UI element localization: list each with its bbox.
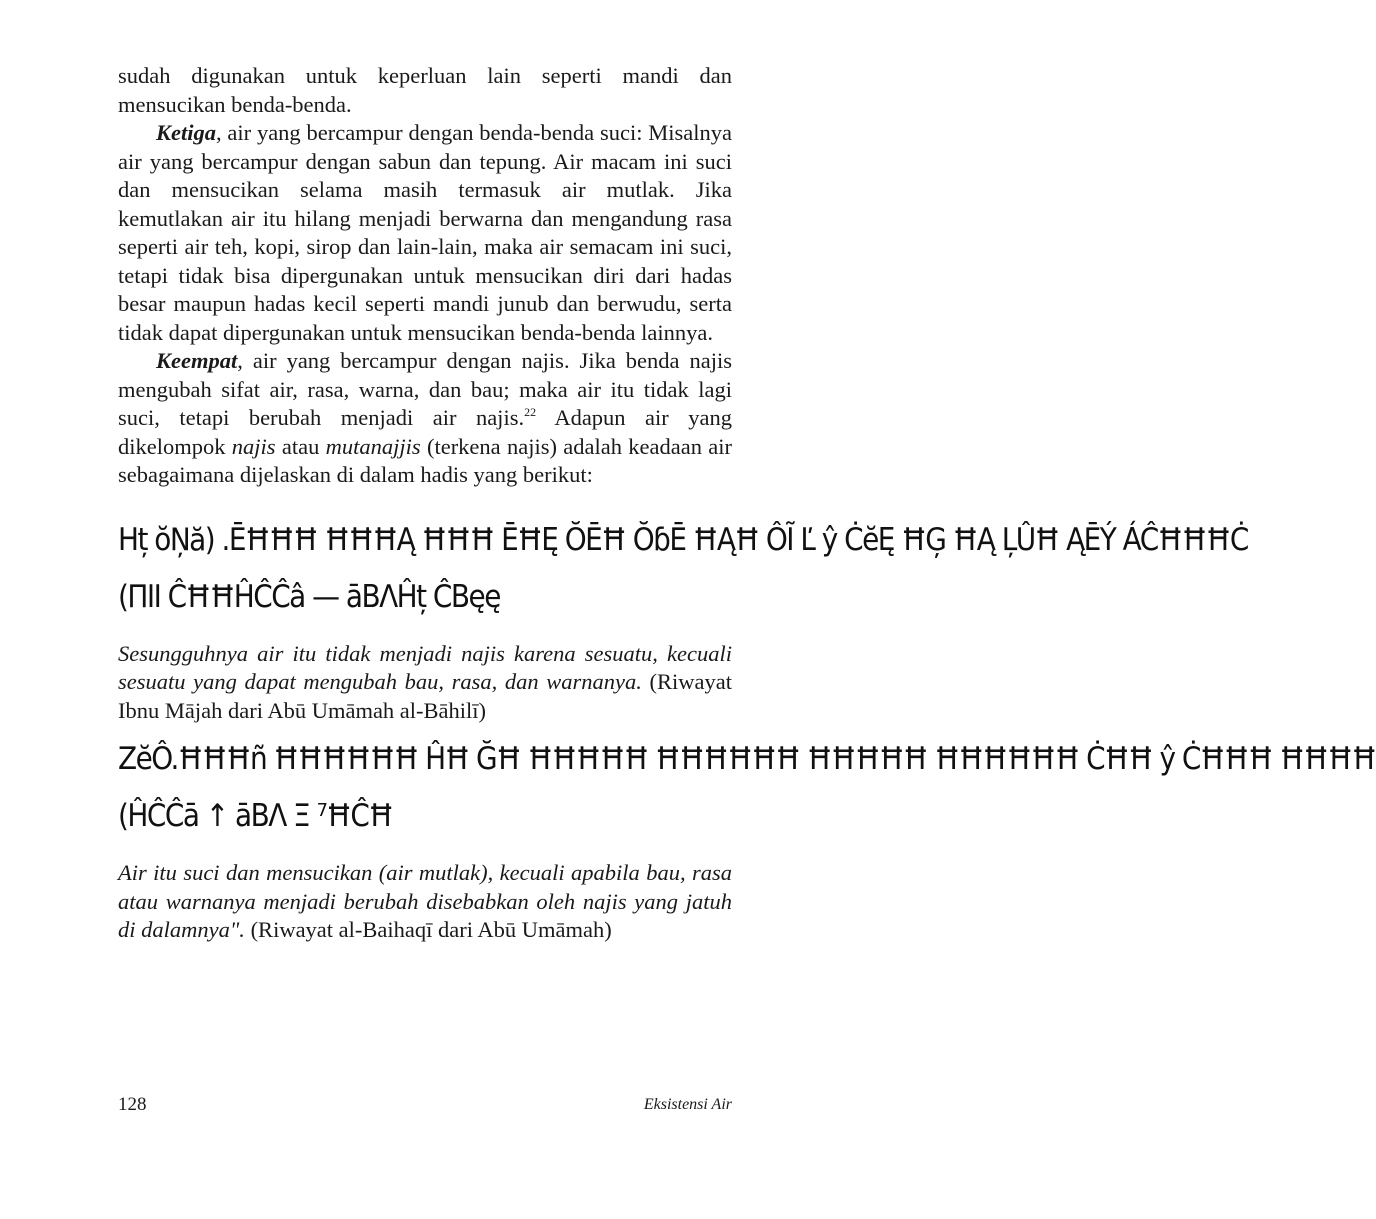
running-title: Eksistensi Air — [643, 1096, 732, 1113]
hadith-1-source: (Riwayat Ibnu Mājah dari Abū Umāmah al-Bāhilī) — [118, 669, 732, 723]
term-najis: najis — [231, 433, 276, 459]
paragraph-keempat — [118, 347, 732, 490]
paragraph-lead-keempat: Keempat — [156, 348, 238, 373]
paragraph-text-ketiga: , air yang bercampur dengan benda-benda suci: Misalnya air yang bercampur dengan sabun dan tepung. Air macam ini suci dan mensucikan selama masih termasuk air mutlak. Jika kemutlakan air itu hilang menjadi berwarna dan mengandung rasa seperti air teh, kopi, sirop dan lain-lain, maka air semacam ini suci, tetapi tidak bisa dipergunakan untuk mensucikan diri dari hadas besar maupun hadas kecil seperti mandi junub dan berwudu, serta tidak dapat dipergunakan untuk mensucikan benda-benda lainnya. — [118, 120, 732, 345]
hadith-1-arabic-line-2: (ΠΙΙ ĈĦĦĤĈĈâ — āBΛĤț ĈBęę — [118, 578, 500, 615]
term-mutanajjis: mutanajjis — [325, 433, 421, 459]
paragraph-text-keempat-c: atau — [275, 433, 326, 459]
page-number: 128 — [118, 1094, 147, 1115]
hadith-2-arabic-line-2: (ĤĈĈā ↑ āBΛ Ξ ⁷ĦĈĦ — [118, 798, 393, 834]
paragraph-ketiga — [118, 119, 732, 347]
hadith-1-arabic-line-1: Hț ŏŅă) .ĒĦĦĦ ĦĦĦĄ ĦĦĦ ĒĦĘ ŎĒĦ ŎɓĒ ĦĄĦ ÔĨ Ľ ŷ ĊĕĘ ĦĢ ĦĄ ĻÛĦ ĄĒÝ ÁĈĦĦĦĊ — [118, 521, 1248, 558]
hadith-2-arabic-line-1: ZĕÔ.ĦĦĦñ ĦĦĦĦĦĦ ĤĦ ĞĦ ĦĦĦĦĦ ĦĦĦĦĦĦ ĦĦĦĦĦ ĦĦĦĦĦĦ ĊĦĦ ŷ ĊĦĦĦ ĦĦĦĦ — [118, 741, 1376, 777]
hadith-2-arabic — [118, 731, 1376, 845]
paragraph-text-keempat-b: Adapun air yang dikelompok — [118, 405, 732, 459]
hadith-1-arabic — [118, 512, 1248, 626]
hadith-2-translation — [118, 859, 732, 945]
page-content — [118, 62, 1376, 945]
hadith-2-source: (Riwayat al-Baihaqī dari Abū Umāmah) — [244, 917, 612, 942]
paragraph-text-keempat-d: (terkena najis) adalah keadaan air sebagaimana dijelaskan di dalam hadis yang berikut: — [118, 433, 732, 487]
paragraph-lead-ketiga: Ketiga — [156, 120, 216, 145]
paragraph-text-keempat-a: , air yang bercampur dengan najis. Jika benda najis mengubah sifat air, rasa, warna, dan bau; maka air itu tidak lagi suci, tetapi berubah menjadi air najis. — [118, 348, 732, 430]
hadith-2-translation-text: Air itu suci dan mensucikan (air mutlak), kecuali apabila bau, rasa atau warnanya menjadi berubah disebabkan oleh najis yang jatuh di dalamnya". — [118, 860, 732, 942]
hadith-1-translation-text: Sesungguhnya air itu tidak menjadi najis karena sesuatu, kecuali sesuatu yang dapat mengubah bau, rasa, dan warnanya. — [118, 640, 732, 694]
footnote-marker[interactable]: 22 — [524, 405, 537, 419]
hadith-1-translation — [118, 640, 732, 726]
page-footer — [118, 1094, 732, 1122]
paragraph-continuation: sudah digunakan untuk keperluan lain seperti mandi dan mensucikan benda-benda. — [118, 63, 732, 117]
